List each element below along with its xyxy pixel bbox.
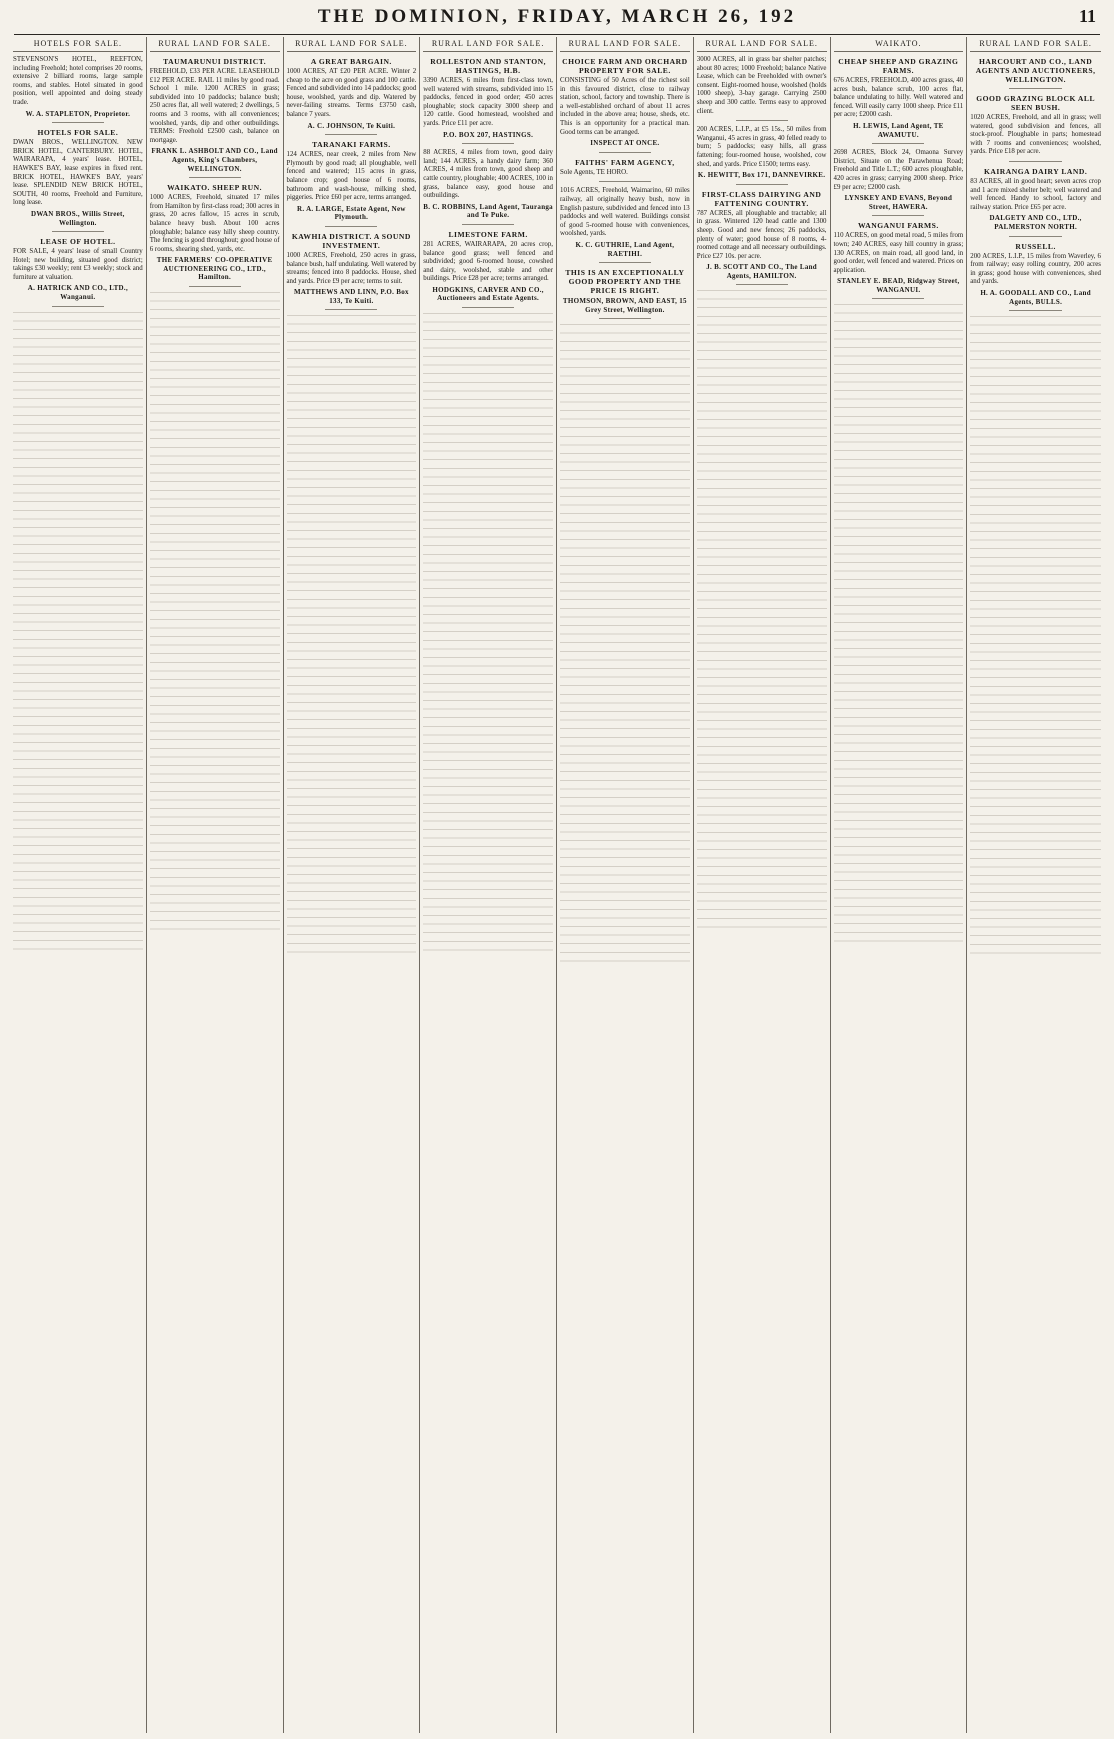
ad-heading: WAIKATO. SHEEP RUN. — [167, 183, 263, 193]
column-4 — [420, 37, 557, 1733]
classified-ad — [834, 149, 964, 216]
ad-agent: STANLEY E. BEAD, Ridgway Street, WANGANUI. — [837, 277, 960, 294]
ad-body: STEVENSON'S HOTEL, REEFTON, including Freehold; hotel comprises 20 rooms, extensive 2 billiard rooms, large sample rooms, and stables. Hotel situated in good position, well appointed and doing steady trade. — [13, 56, 143, 106]
ad-body: FREEHOLD, £33 PER ACRE. LEASEHOLD £12 PER ACRE. RAIL 11 miles by good road. School 1 mile. 1200 ACRES in grass; subdivided into 10 paddocks; balance bush; 250 acres flat, all well watered; 2 dwellings, 5 rooms and 3 rooms, with all conveniences; woolshed, yards, dip and other outbuildings. TERMS: Freehold £2500 cash, balance on mortgage. — [149, 68, 280, 144]
column-text-texture — [423, 313, 553, 953]
ad-agent: P.O. BOX 207, HASTINGS. — [443, 130, 534, 139]
column-text-texture — [13, 312, 143, 952]
classified-ad — [423, 57, 553, 144]
ad-divider — [1009, 310, 1061, 311]
ad-heading: HOTELS FOR SALE. — [37, 128, 119, 138]
classified-columns — [10, 37, 1104, 1733]
ad-divider — [52, 122, 104, 123]
ad-heading: GOOD GRAZING BLOCK ALL SEEN BUSH. — [976, 94, 1096, 112]
ad-agent: H. LEWIS, Land Agent, TE AWAMUTU. — [853, 121, 944, 139]
ad-body: 281 ACRES, WAIRARAPA, 20 acres crop, balance good grass; well fenced and subdivided; good 6-roomed house, cowshed and dairy, woolshed, stable and other buildings. Price £28 per acre; terms arranged. — [423, 240, 553, 283]
column-2 — [147, 37, 284, 1733]
ad-divider — [736, 284, 788, 285]
column-3 — [284, 37, 421, 1733]
ad-divider — [189, 286, 241, 287]
newspaper-title: THE DOMINION, FRIDAY, MARCH 26, 192 — [317, 6, 797, 27]
ad-body: 3390 ACRES, 6 miles from first-class town, well watered with streams, subdivided into 15 paddocks, fenced in good order; 450 acres ploughable; stock capacity 3000 sheep and 120 cattle. Good homestead, woolshed and yards. Price £11 per acre. — [423, 77, 553, 127]
ad-agent: K. HEWITT, Box 171, DANNEVIRKE. — [697, 171, 826, 180]
ad-heading: CHOICE FARM AND ORCHARD PROPERTY FOR SALE. — [562, 57, 688, 75]
column-header: HOTELS FOR SALE. — [13, 37, 143, 52]
ad-divider — [52, 231, 104, 232]
classified-ad — [560, 57, 690, 153]
ad-agent: J. B. SCOTT AND CO., The Land Agents, HAMILTON. — [706, 263, 817, 280]
ad-divider — [462, 143, 514, 144]
ad-divider — [736, 184, 788, 185]
ad-agent: DWAN BROS., Willis Street, Wellington. — [30, 209, 125, 227]
ad-divider — [462, 224, 514, 225]
ad-heading: A GREAT BARGAIN. — [310, 57, 392, 66]
ad-divider — [1009, 236, 1061, 237]
ad-agent: A. C. JOHNSON, Te Kuiti. — [307, 121, 396, 130]
ad-agent: A. HATRICK AND CO., LTD., Wanganui. — [27, 284, 128, 302]
classified-ad — [560, 187, 690, 263]
ad-divider — [872, 215, 924, 216]
page-number: 11 — [1078, 6, 1096, 26]
ad-body: 2698 ACRES, Block 24, Omaona Survey District, Situate on the Parawhenua Road; Freehold and Title L.T.; 600 acres ploughable, 420 acres in grass; carrying 2000 sheep. Price £9 per acre; £2000 cash. — [833, 149, 964, 191]
ad-agent: W. A. STAPLETON, Proprietor. — [25, 109, 131, 118]
ad-divider — [872, 143, 924, 144]
ad-body: FOR SALE, 4 years' lease of small Country Hotel; new building, situated good district; takings £30 weekly; rent £3 weekly; stock and furniture at valuation. — [13, 248, 143, 281]
ad-heading: FAITHS' FARM AGENCY, — [575, 157, 675, 167]
classified-ad — [13, 56, 143, 123]
column-7 — [831, 37, 968, 1733]
ad-divider — [325, 134, 377, 135]
classified-ad — [970, 94, 1101, 162]
ad-heading: CHEAP SHEEP AND GRAZING FARMS. — [838, 57, 959, 75]
ad-heading: ROLLESTON AND STANTON, HASTINGS, H.B. — [430, 57, 547, 75]
ad-divider — [325, 226, 377, 227]
ad-divider — [599, 262, 651, 263]
ad-agent: DALGETY AND CO., LTD., PALMERSTON NORTH. — [989, 214, 1082, 231]
classified-ad — [697, 190, 827, 286]
column-header: WAIKATO. — [834, 37, 964, 52]
ad-heading: HARCOURT AND CO., LAND AGENTS AND AUCTIONEERS, WELLINGTON. — [975, 57, 1096, 84]
ad-divider — [325, 309, 377, 310]
classified-ad — [423, 230, 553, 308]
classified-ad — [834, 221, 964, 299]
ad-heading: TAUMARUNUI DISTRICT. — [163, 57, 267, 66]
ad-agent: FRANK L. ASHBOLT AND CO., Land Agents, King's Chambers, WELLINGTON. — [151, 147, 278, 173]
ad-agent: B. C. ROBBINS, Land Agent, Tauranga and Te Puke. — [423, 202, 553, 220]
column-header: RURAL LAND FOR SALE. — [287, 37, 417, 52]
ad-heading: FIRST-CLASS DAIRYING AND FATTENING COUNTRY. — [701, 189, 822, 208]
column-5 — [557, 37, 694, 1733]
column-header: RURAL LAND FOR SALE. — [970, 37, 1101, 52]
ad-divider — [736, 120, 788, 121]
column-6 — [694, 37, 831, 1733]
classified-ad — [834, 57, 964, 144]
ad-body: 1016 ACRES, Freehold, Waimarino, 60 miles railway, all originally heavy bush, now in English pasture, subdivided and fenced into 13 paddocks and well watered. Buildings consist of good 5-roomed house with conveniences, woolshed, yards. — [560, 187, 690, 238]
ad-agent: HODGKINS, CARVER AND CO., Auctioneers and Estate Agents. — [432, 285, 544, 303]
ad-body: 124 ACRES, near creek, 2 miles from New Plymouth by good road; all ploughable, well fenced and watered; 115 acres in grass, balance crop; good house of 6 rooms, bathroom and wash-house, milking shed, piggeries. Price £60 per acre, terms arranged. — [286, 151, 417, 202]
ad-agent: THOMSON, BROWN, AND EAST, 15 Grey Street, Wellington. — [562, 297, 687, 314]
classified-ad — [423, 149, 553, 225]
ad-body: 83 ACRES, all in good heart; seven acres crop and 1 acre mixed shelter belt; well watered and well fenced. Handy to school, factory and railway station. Price £65 per acre. — [970, 177, 1101, 211]
ad-body: 1020 ACRES, Freehold, and all in grass; well watered, good subdivision and fences, all stock-proof. Ploughable in parts; homestead with 7 rooms and conveniences; woolshed, yards. Price £18 per acre. — [970, 114, 1101, 156]
ad-heading: LEASE OF HOTEL. — [40, 237, 116, 247]
classified-ad — [287, 232, 417, 311]
classified-ad — [970, 57, 1101, 89]
ad-divider — [52, 306, 104, 307]
ad-body: 88 ACRES, 4 miles from town, good dairy land; 144 ACRES, a handy dairy farm; 360 ACRES, 4 miles from town, good sheep and cattle country, ploughable; 400 ACRES, 100 in grass, balance easy, good house and outbuildings. — [423, 149, 553, 200]
ad-divider — [599, 152, 651, 153]
masthead — [14, 0, 1100, 35]
column-header: RURAL LAND FOR SALE. — [560, 37, 690, 52]
ad-divider — [189, 177, 241, 178]
classified-ad — [970, 167, 1101, 237]
ad-agent: K. C. GUTHRIE, Land Agent, RAETIHI. — [575, 240, 675, 258]
ad-divider — [599, 181, 651, 182]
ad-agent: LYNSKEY AND EVANS, Beyond Street, HAWERA. — [844, 194, 953, 211]
ad-agent: MATTHEWS AND LINN, P.O. Box 133, Te Kuiti. — [293, 288, 409, 305]
column-text-texture — [834, 304, 964, 944]
ad-body: 676 ACRES, FREEHOLD, 400 acres grass, 40 acres bush, balance scrub, 100 acres flat, balance undulating to hilly. Well watered and fenced. Will easily carry 1000 sheep. Price £11 per acre; £2000 cash. — [833, 77, 964, 119]
classified-ad — [287, 57, 417, 135]
column-1 — [10, 37, 147, 1733]
ad-body: 200 ACRES, L.I.P., at £5 15s., 50 miles from Wanganui, 45 acres in grass, 40 felled ready to burn; 5 paddocks; easy hills, all grass fattening; four-roomed house, woolshed, cow shed, and yards. Price £1500; terms easy. — [696, 126, 827, 168]
ad-divider — [1009, 88, 1061, 89]
ad-heading: TARANAKI FARMS. — [312, 140, 391, 150]
ad-body: 1000 ACRES, AT £20 PER ACRE. Winter 2 cheap to the acre on good grass and 100 cattle. Fenced and subdivided into 14 paddocks; good house, woolshed, yards and dip. Watered by never-failing streams. Terms £3750 cash, balance 7 years. — [286, 68, 417, 118]
column-text-texture — [150, 292, 280, 932]
column-text-texture — [697, 290, 827, 930]
ad-agent: THE FARMERS' CO-OPERATIVE AUCTIONEERING CO., LTD., Hamilton. — [156, 256, 273, 282]
ad-divider — [599, 318, 651, 319]
classified-ad — [697, 56, 827, 121]
ad-divider — [872, 298, 924, 299]
ad-body: 3000 ACRES, all in grass bar shelter patches; about 80 acres; 1000 Freehold; balance Native Lease, which can be Freeholded with owner's consent. Eight-roomed house, woolshed (holds 1000 sheep), 3-bay garage. Carrying 2500 sheep and 300 cattle. Terms easy to approved client. — [696, 56, 827, 115]
ad-heading: KAWHIA DISTRICT. A SOUND INVESTMENT. — [291, 231, 411, 250]
ad-body: 787 ACRES, all ploughable and tractable; all in grass. Wintered 120 head cattle and 1300 sheep. Good and new fences; 26 paddocks, plenty of water; good house of 8 rooms, 4-roomed cottage and all necessary outbuildings. Price £27 10s. per acre. — [696, 209, 827, 260]
classified-ad — [13, 128, 143, 232]
ad-body: CONSISTING of 50 Acres of the richest soil in this favoured district, close to railway station, school, factory and township. There is a well-established orchard of about 11 acres included in the above area; house, sheds, etc. This is an opportunity for a practical man. Good terms can be arranged. — [560, 77, 690, 136]
ad-heading: RUSSELL. — [1015, 241, 1056, 251]
column-8 — [967, 37, 1104, 1733]
ad-agent: H. A. GOODALL AND CO., Land Agents, BULLS. — [980, 288, 1091, 306]
ad-divider — [1009, 161, 1061, 162]
ad-heading: LIMESTONE FARM. — [448, 229, 528, 239]
ad-body: 1000 ACRES, Freehold, situated 17 miles from Hamilton by first-class road; 300 acres in grass, 20 acres fallow, 15 acres in scrub, balance heavy bush. About 100 acres ploughable; balance easy hilly sheep country. The fencing is good throughout; good house of 6 rooms, shearing shed, yards, etc. — [149, 194, 280, 253]
classified-ad — [13, 237, 143, 307]
column-header: RURAL LAND FOR SALE. — [423, 37, 553, 52]
classified-ad — [150, 57, 280, 178]
ad-agent: R. A. LARGE, Estate Agent, New Plymouth. — [297, 204, 406, 222]
classified-ad — [560, 158, 690, 183]
ad-heading: THIS IS AN EXCEPTIONALLY GOOD PROPERTY AND THE PRICE IS RIGHT. — [565, 268, 685, 296]
classified-ad — [697, 126, 827, 185]
classified-ad — [287, 140, 417, 227]
ad-body: 1000 ACRES, Freehold, 250 acres in grass, balance bush, half undulating. Well watered by streams; fenced into 8 paddocks. House, shed and yards. Price £9 per acre; terms to suit. — [286, 251, 417, 285]
ad-divider — [462, 307, 514, 308]
ad-body: DWAN BROS., WELLINGTON. NEW BRICK HOTEL, CANTERBURY. HOTEL, WAIRARAPA, 4 years' lease. HOTEL, HAWKE'S BAY, lease expires in fixed rent. BRICK HOTEL, HAWKE'S BAY, years' lease. SPLENDID NEW BRICK HOTEL, SOUTH, 40 rooms, Freehold and Furniture, long lease. — [13, 139, 143, 207]
classified-ad — [150, 183, 280, 287]
column-header: RURAL LAND FOR SALE. — [150, 37, 280, 52]
ad-body: 110 ACRES, on good metal road, 5 miles from town; 240 ACRES, easy hill country in grass; 130 ACRES, on main road, all good land, in good order, well fenced and watered. Prices on application. — [833, 232, 964, 274]
column-text-texture — [287, 315, 417, 955]
ad-agent: INSPECT AT ONCE. — [590, 139, 660, 148]
classified-ad — [970, 242, 1101, 312]
classified-ad — [560, 268, 690, 319]
ad-heading: KAIRANGA DAIRY LAND. — [983, 166, 1088, 176]
ad-body: Sole Agents, TE HORO. — [560, 168, 628, 176]
ad-heading: WANGANUI FARMS. — [857, 221, 939, 231]
ad-body: 200 ACRES, L.I.P., 15 miles from Waverley, 6 from railway; easy rolling country, 200 acres in grass; good house with conveniences, shed and yards. — [970, 252, 1101, 286]
column-header: RURAL LAND FOR SALE. — [697, 37, 827, 52]
column-text-texture — [560, 324, 690, 964]
column-text-texture — [970, 316, 1101, 956]
